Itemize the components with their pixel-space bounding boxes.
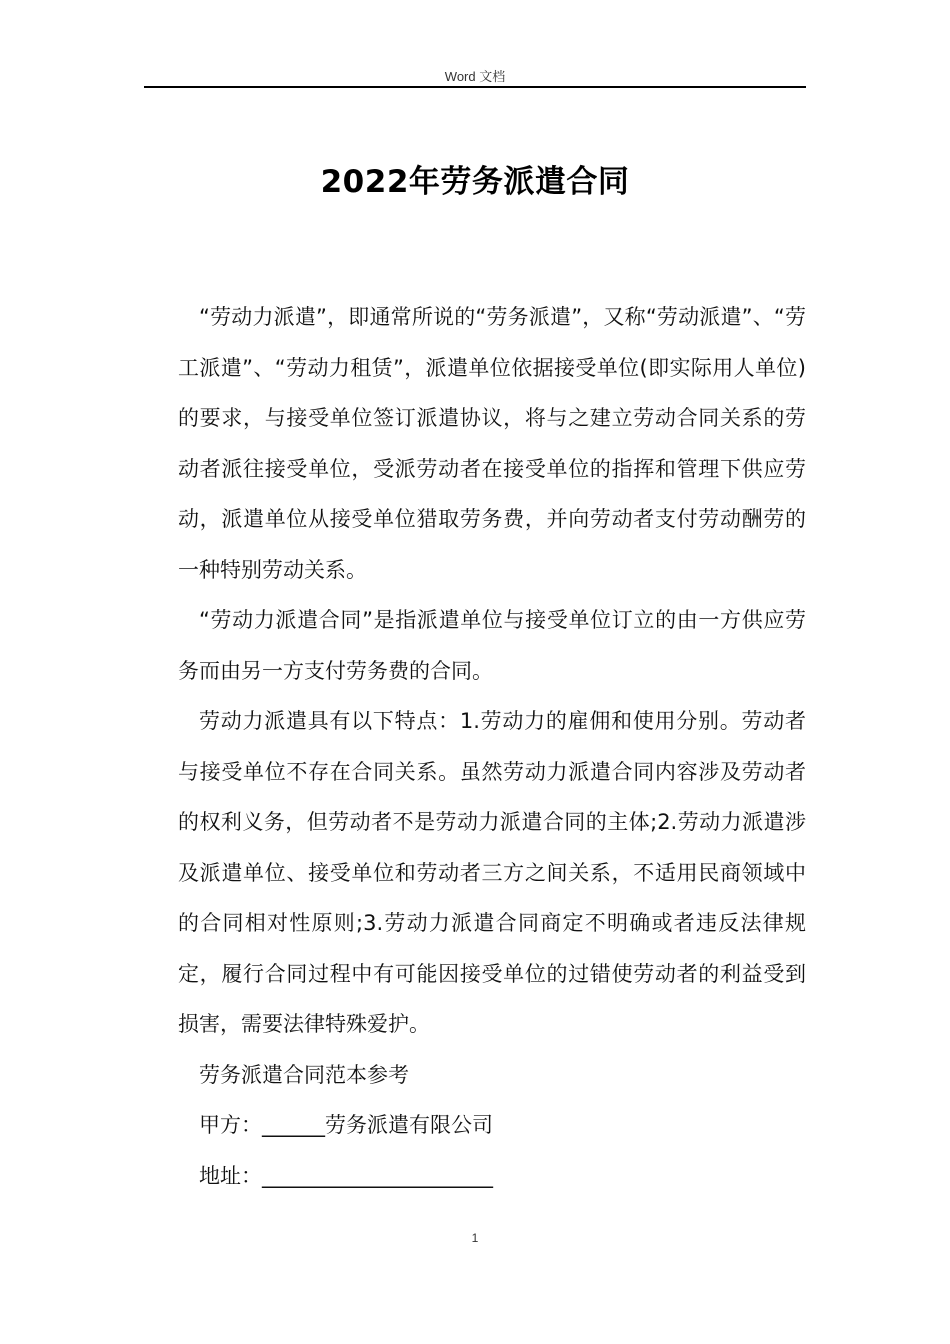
paragraph-party-a: 甲方：______劳务派遣有限公司 (199, 1113, 493, 1137)
page-header: Word 文档 (444, 69, 506, 84)
paragraph-address: 地址：______________________ (199, 1163, 493, 1188)
paragraph-features: 劳动力派遣具有以下特点：1.劳动力的雇佣和使用分别。劳动者与接受单位不存在合同关系。虽然劳动力派遣合同内容涉及劳动者的权利义务，但劳动者不是劳动力派遣合同的主体;2.劳动力派遣涉及派遣单位、接受单位和劳动者三方之间关系，不适用民商领域中的合同相对性原则;3.劳动力派遣合同商定不明确或者违反法律规定，履行合同过程中有可能因接受单位的过错使劳动者的利益受到损害，需要法律特殊爱护。 (178, 709, 806, 1036)
header-divider (144, 86, 806, 88)
paragraph-template-heading: 劳务派遣合同范本参考 (199, 1062, 409, 1087)
paragraph-contract-definition: “劳动力派遣合同”是指派遣单位与接受单位订立的由一方供应劳务而由另一方支付劳务费的合同。 (178, 608, 806, 683)
page-number: 1 (471, 1231, 479, 1245)
document-title: 2022年劳务派遣合同 (320, 164, 630, 200)
paragraph-definition: “劳动力派遣”，即通常所说的“劳务派遣”，又称“劳动派遣”、“劳工派遣”、“劳动力租赁”，派遣单位依据接受单位(即实际用人单位)的要求，与接受单位签订派遣协议，将与之建立劳动合同关系的劳动者派往接受单位，受派劳动者在接受单位的指挥和管理下供应劳动，派遣单位从接受单位猎取劳务费，并向劳动者支付劳动酬劳的一种特别劳动关系。 (178, 305, 806, 582)
document-body (178, 292, 806, 1201)
